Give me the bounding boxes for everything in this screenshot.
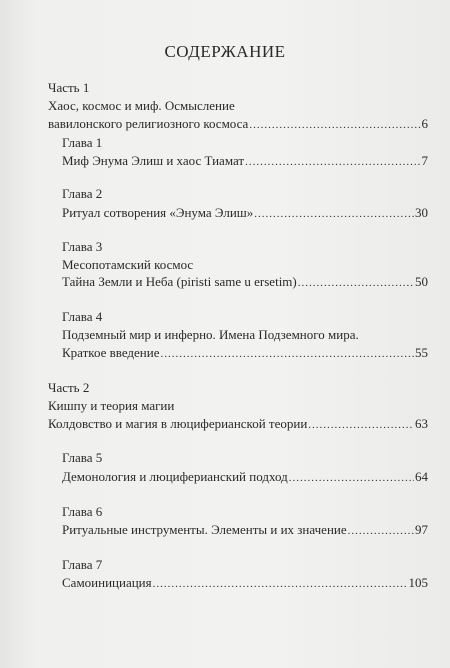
chapter-4-page: 55: [415, 345, 428, 360]
chapter-5-page: 64: [415, 469, 428, 484]
chapter-3-label: Глава 3: [62, 239, 103, 254]
chapter-1-label: Глава 1: [62, 135, 103, 150]
chapter-4-title-line1: Подземный мир и инферно. Имена Подземного мира.: [62, 327, 359, 342]
part-2-title-line2: Колдовство и магия в люциферианской теории ..... 63: [48, 416, 428, 433]
chapter-1-page: 7: [421, 153, 428, 168]
chapter-6-title: Ритуальные инструменты. Элементы и их значение ..... 97: [62, 522, 428, 539]
chapter-3-title-line2: Тайна Земли и Неба (piristi same u ersetim) ..... 50: [62, 274, 428, 291]
chapter-6-page: 97: [415, 522, 428, 537]
part-2-page: 63: [415, 416, 428, 431]
chapter-5-label: Глава 5: [62, 450, 103, 465]
part-2-label: Часть 2: [48, 380, 90, 395]
page-title: СОДЕРЖАНИЕ: [164, 42, 286, 61]
chapter-7-label: Глава 7: [62, 557, 103, 572]
part-1-title-line1: Хаос, космос и миф. Осмысление: [48, 98, 235, 113]
chapter-6-label: Глава 6: [62, 504, 103, 519]
part-1-page: 6: [421, 116, 428, 131]
part-2-title-line1: Кишпу и теория магии: [48, 398, 175, 413]
chapter-7-page: 105: [408, 575, 428, 590]
chapter-1-title: Миф Энума Элиш и хаос Тиамат ..... 7: [62, 153, 428, 170]
chapter-2-page: 30: [415, 205, 428, 220]
chapter-4-title-line2: Краткое введение ..... 55: [62, 345, 428, 362]
chapter-3-page: 50: [415, 274, 428, 289]
chapter-3-title-line1: Месопотамский космос: [62, 257, 194, 272]
part-1-label: Часть 1: [48, 80, 90, 95]
chapter-4-label: Глава 4: [62, 309, 103, 324]
chapter-7-title: Самоинициация ..... 105: [62, 575, 428, 592]
part-1-title-line2: вавилонского религиозного космоса ..... 6: [48, 116, 428, 133]
chapter-5-title: Демонология и люциферианский подход ..... 64: [62, 469, 428, 486]
chapter-2-title: Ритуал сотворения «Энума Элиш» ..... 30: [62, 205, 428, 222]
chapter-2-label: Глава 2: [62, 186, 103, 201]
